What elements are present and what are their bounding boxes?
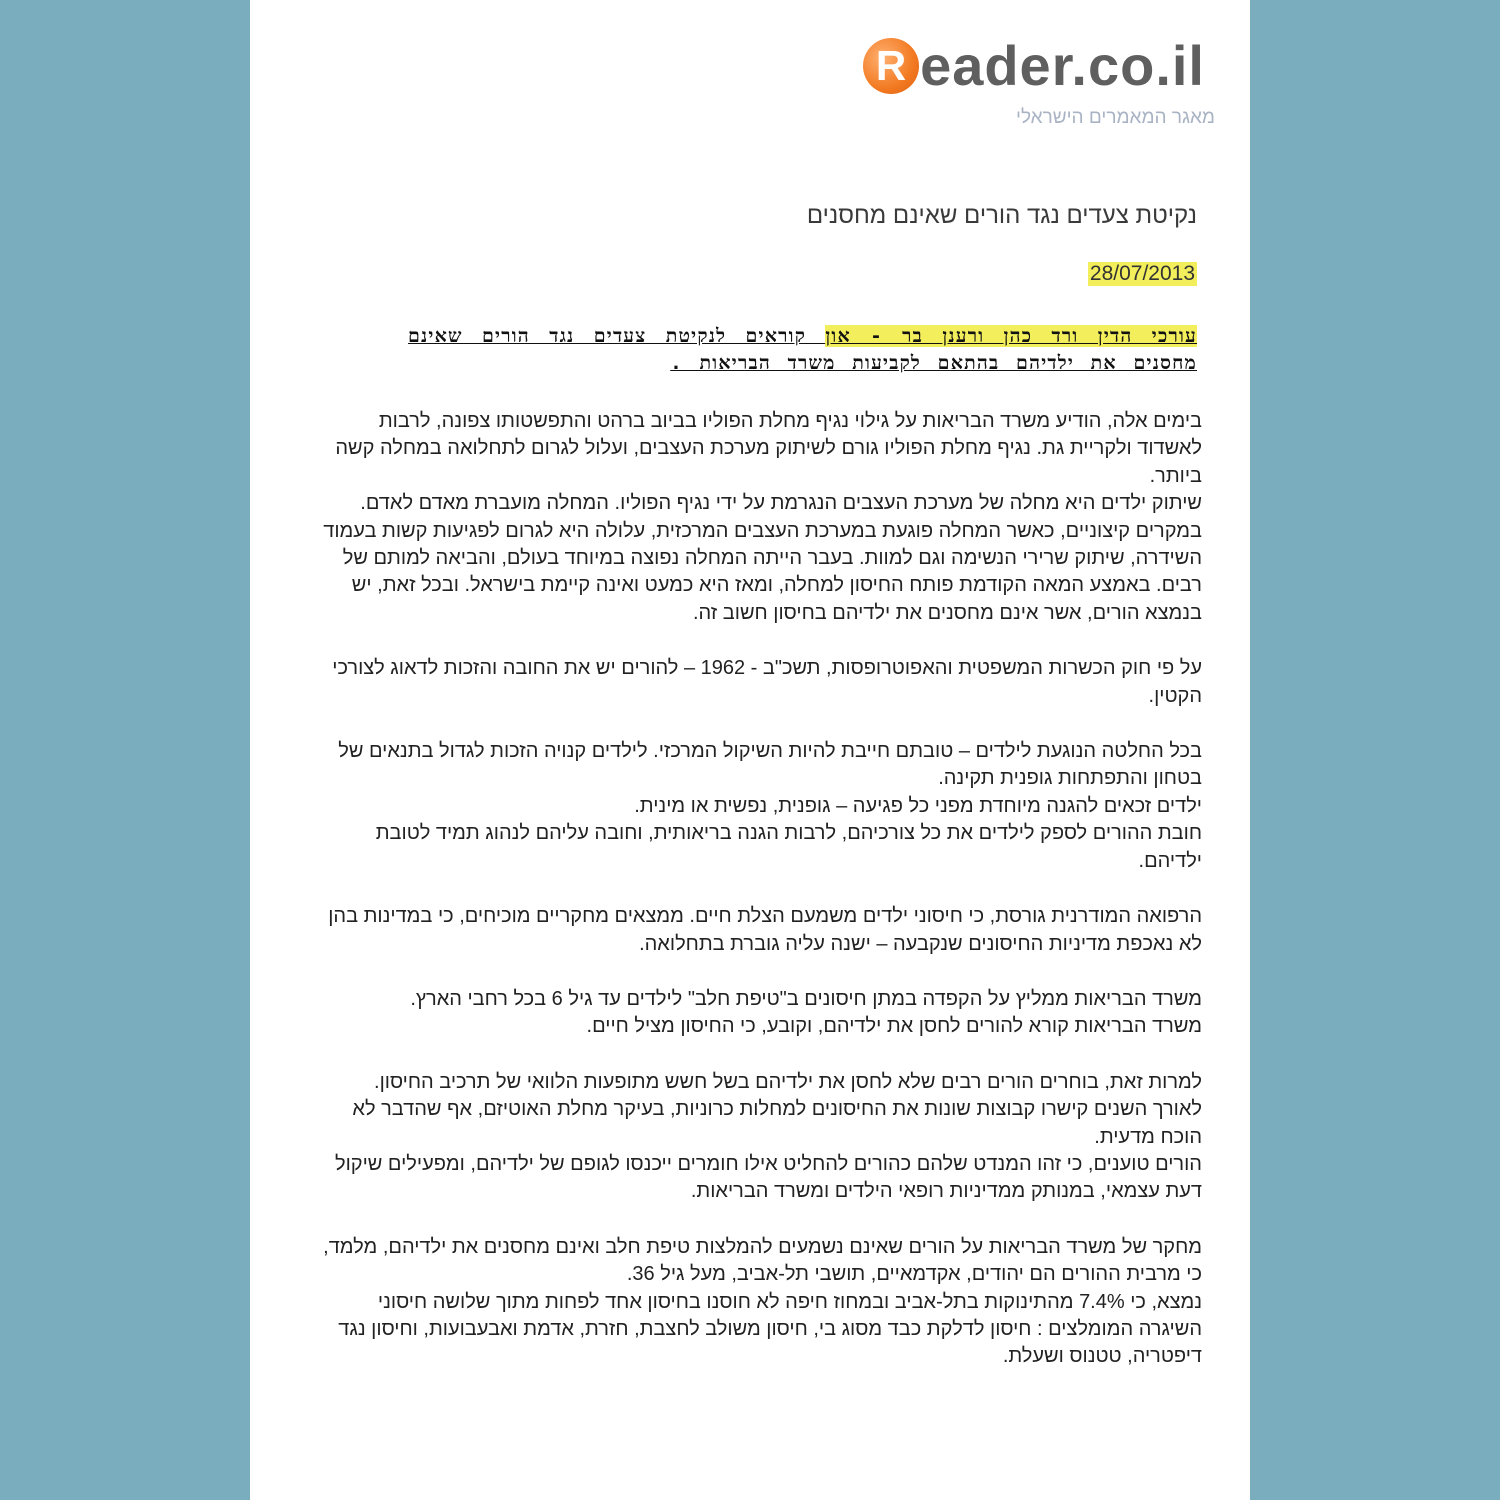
paragraph-4 (320, 903, 1202, 958)
article-body (320, 408, 1202, 1399)
paragraph-6 (320, 1069, 1202, 1206)
paragraph-line: שיתוק ילדים היא מחלה של מערכת העצבים הנגרמת על ידי נגיף הפוליו. המחלה מועברת מאדם לאדם. במקרים קיצוניים, כאשר המחלה פוגעת במערכת העצבים המרכזית, עלולה היא לגרום לפגיעות קשות בעמוד השידרה, שיתוק שרירי הנשימה וגם למוות. בעבר הייתה המחלה נפוצה במיוחד בעולם, והביאה למותם של רבים. באמצע המאה הקודמת פותח החיסון למחלה, ומאז היא כמעט ואינה קיימת בישראל. ובכל זאת, יש בנמצא הורים, אשר אינם מחסנים את ילדיהם בחיסון חשוב זה. (323, 492, 1202, 624)
paragraph-1 (320, 408, 1202, 627)
paragraph-5 (320, 986, 1202, 1041)
paragraph-line: נמצא, כי 7.4% מהתינוקות בתל-אביב ובמחוז חיפה לא חוסנו בחיסון אחד לפחות מתוך שלושה חיסוני השיגרה המומלצים : חיסון לדלקת כבד מסוג בי, חיסון משולב לחצבת, חזרת, אדמת ואבעבועות, וחיסון נגד דיפטריה, טטנוס ושעלת. (338, 1290, 1202, 1368)
article-title: נקיטת צעדים נגד הורים שאינם מחסנים (806, 202, 1197, 229)
paragraph-7 (320, 1234, 1202, 1371)
paragraph-line: משרד הבריאות ממליץ על הקפדה במתן חיסונים ב"טיפת חלב" לילדים עד גיל 6 בכל רחבי הארץ. (410, 987, 1202, 1010)
paragraph-line: משרד הבריאות קורא להורים לחסן את ילדיהם, וקובע, כי החיסון מציל חיים. (586, 1015, 1202, 1038)
paragraph-line: הורים טוענים, כי זהו המנדט שלהם כהורים להחליט אילו חומרים ייכנסו לגופם של ילדיהם, ומפעילים שיקול דעת עצמאי, במנותק ממדיניות רופאי הילדים ומשרד הבריאות. (334, 1152, 1202, 1203)
lead-highlight: עורכי הדין ורד כהן ורענן בר - און (825, 325, 1197, 347)
paragraph-line: הרפואה המודרנית גורסת, כי חיסוני ילדים משמעם הצלת חיים. ממצאים מחקריים מוכיחים, כי במדינות בהן לא נאכפת מדיניות החיסונים שנקבעה – ישנה עליה גוברת בתחלואה. (328, 905, 1202, 955)
paragraph-line: למרות זאת, בוחרים הורים רבים שלא לחסן את ילדיהם בשל חשש מתופעות הלוואי של תרכיב החיסון. לאורך השנים קישרו קבוצות שונות את החיסונים למחלות כרוניות, בעיקר מחלת האוטיזם, אף שהדבר לא הוכח מדעית. (352, 1070, 1202, 1148)
paragraph-line: בימים אלה, הודיע משרד הבריאות על גילוי נגיף מחלת הפוליו בביוב ברהט והתפשטותו צפונה, לרבות לאשדוד ולקריית גת. נגיף מחלת הפוליו גורם לשיתוק מערכת העצבים, ועלול לגרום לתחלואה במחלה קשה ביותר. (335, 410, 1202, 487)
lead-text: קוראים לנקיטת צעדים נגד הורים שאינם מחסנים את ילדיהם בהתאם לקביעות משרד הבריאות . (408, 325, 1197, 374)
site-tagline: מאגר המאמרים הישראלי (1016, 107, 1215, 128)
article-lead (408, 323, 1197, 377)
paragraph-3 (320, 738, 1202, 875)
paragraph-line: בכל החלטה הנוגעת לילדים – טובתם חייבת להיות השיקול המרכזי. לילדים קנויה הזכות לגדול בתנאים של בטחון והתפתחות גופנית תקינה. (338, 740, 1202, 790)
paragraph-2 (320, 655, 1202, 710)
paragraph-line: מחקר של משרד הבריאות על הורים שאינם נשמעים להמלצות טיפת חלב ואינם מחסנים את ילדיהם, מלמד, כי מרבית ההורים הם יהודים, אקדמאיים, תושבי תל-אביב, מעל גיל 36. (323, 1235, 1202, 1286)
logo-r-icon: R (863, 38, 919, 94)
paragraph-line: ילדים זכאים להגנה מיוחדת מפני כל פגיעה – גופנית, נפשית או מינית. (634, 794, 1202, 817)
site-logo[interactable] (863, 34, 1205, 97)
article-date: 28/07/2013 (1089, 262, 1195, 285)
logo-text: eader.co.il (920, 34, 1205, 97)
document-page (250, 0, 1250, 1500)
paragraph-line: חובת ההורים לספק לילדים את כל צורכיהם, לרבות הגנה בריאותית, וחובה עליהם לנהוג תמיד לטובת ילדיהם. (375, 822, 1202, 872)
paragraph-line: על פי חוק הכשרות המשפטית והאפוטרופסות, תשכ"ב - 1962 – להורים יש את החובה והזכות לדאוג לצורכי הקטין. (332, 657, 1202, 707)
